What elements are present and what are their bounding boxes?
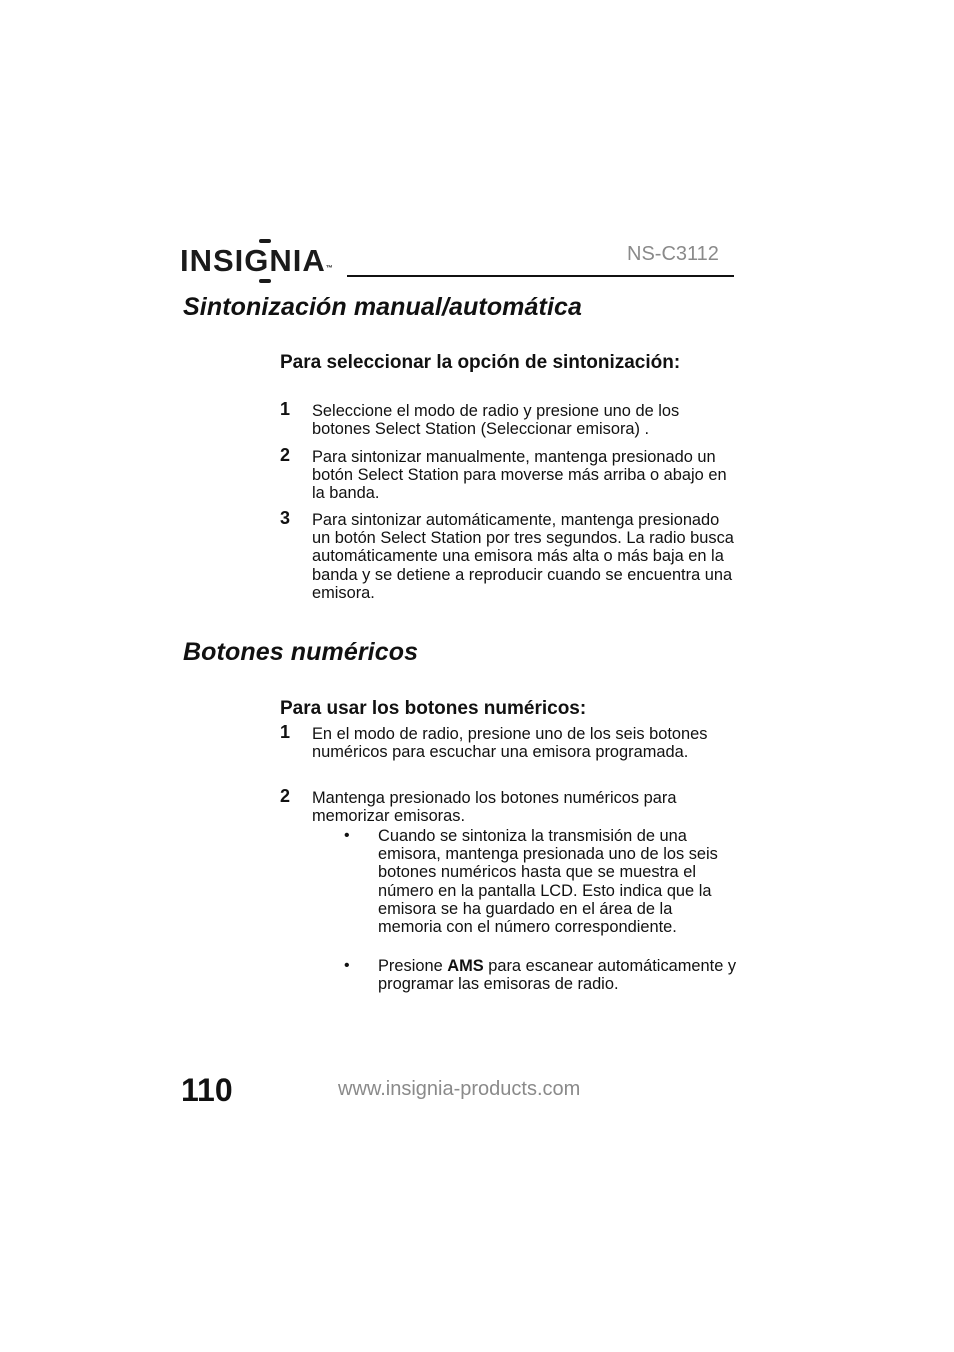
step-number: 2 xyxy=(280,786,291,806)
ams-label: AMS xyxy=(447,957,484,975)
step-number: 1 xyxy=(280,399,291,419)
step-text: Mantenga presionado los botones numéricos para memorizar emisoras. xyxy=(312,789,677,826)
model-number: NS-C3112 xyxy=(627,243,719,265)
step-number: 1 xyxy=(280,722,291,742)
step-number: 3 xyxy=(280,508,291,528)
bullet-marker: • xyxy=(344,957,350,974)
page-number: 110 xyxy=(181,1072,233,1108)
insignia-logo xyxy=(180,238,350,284)
logo-wordmark: INSIGNIA™ xyxy=(180,243,334,278)
footer-url: www.insignia-products.com xyxy=(338,1078,581,1100)
procedure-title-numeric-buttons: Para usar los botones numéricos: xyxy=(280,698,587,719)
step-text: Para sintonizar manualmente, mantenga presionado un botón Select Station para moverse más arriba o abajo en la banda. xyxy=(312,448,727,503)
section-title-tuning: Sintonización manual/automática xyxy=(183,293,582,321)
step-number: 2 xyxy=(280,445,291,465)
section-title-numeric-buttons: Botones numéricos xyxy=(183,638,419,666)
procedure-title-tuning: Para seleccionar la opción de sintonización: xyxy=(280,352,681,373)
step-text: En el modo de radio, presione uno de los seis botones numéricos para escuchar una emisora programada. xyxy=(312,725,708,762)
logo-flame-icon xyxy=(257,238,277,284)
step-text: Seleccione el modo de radio y presione uno de los botones Select Station (Seleccionar emisora) . xyxy=(312,402,680,439)
bullet-marker: • xyxy=(344,827,350,844)
bullet-text: Cuando se sintoniza la transmisión de una emisora, mantenga presionada uno de los seis botones numéricos hasta que se muestra el número en la pantalla LCD. Esto indica que la emisora se ha guardado en el área de la memoria con el número correspondiente. xyxy=(378,827,718,937)
step-text: Para sintonizar automáticamente, mantenga presionado un botón Select Station por tres segundos. La radio busca automáticamente una emisora más alta o más baja en la banda y se detiene a reproducir cuando se encuentra una emisora. xyxy=(312,511,734,602)
bullet-text: Presione AMS para escanear automáticamente y programar las emisoras de radio. xyxy=(378,957,737,994)
header-rule xyxy=(347,275,734,277)
